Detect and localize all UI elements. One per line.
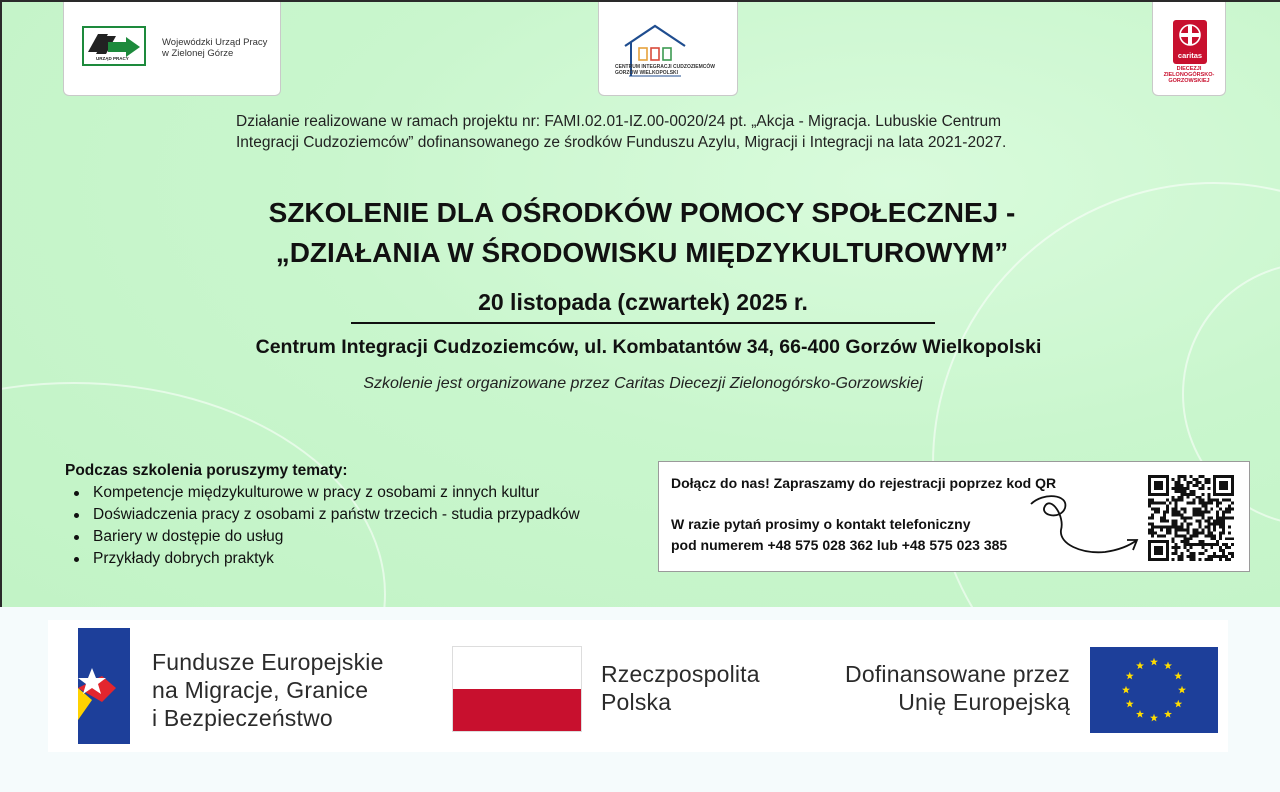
caritas-caption-line2: ZIELONOGÓRSKO- <box>1163 72 1215 78</box>
eu-funds-line1: Fundusze Europejskie <box>152 649 384 675</box>
poland-logo-text <box>601 660 760 716</box>
poland-line1: Rzeczpospolita <box>601 661 760 687</box>
caritas-caption-line3: GORZOWSKIEJ <box>1168 78 1210 84</box>
funding-footer <box>48 620 1228 752</box>
caritas-logo-card <box>1152 0 1226 96</box>
topic-item: Bariery w dostępie do usług <box>65 526 580 548</box>
eu-funds-line2: na Migracje, Granice <box>152 677 369 703</box>
caritas-name: caritas <box>1177 51 1203 60</box>
wup-logo-icon <box>82 26 146 66</box>
wup-logo-text <box>162 37 267 59</box>
training-date: 20 listopada (czwartek) 2025 r. <box>351 289 935 324</box>
organizer-note: Szkolenie jest organizowane przez Caritas Diecezji Zielonogórsko-Gorzowskiej <box>363 375 923 392</box>
caritas-caption-line1: DIECEZJI <box>1176 66 1202 72</box>
topics-heading: Podczas szkolenia poruszymy tematy: <box>65 462 348 479</box>
project-info-line1: Działanie realizowane w ramach projektu nr: FAMI.02.01-IZ.00-0020/24 pt. „Akcja - Migracja. Lubuskie Centrum <box>236 113 1002 130</box>
poland-line2: Polska <box>601 689 672 715</box>
project-info-line2: Integracji Cudzoziemców” dofinansowanego ze środków Funduszu Azylu, Migracji i Integracji na lata 2021-2027. <box>236 134 1007 151</box>
topics-list <box>65 482 580 570</box>
wup-location: w Zielonej Górze <box>162 48 234 59</box>
wup-badge-text: URZĄD PRACY <box>96 56 129 61</box>
qr-code-icon[interactable] <box>1148 475 1234 561</box>
contact-line1: W razie pytań prosimy o kontakt telefoniczny <box>671 516 971 532</box>
project-info <box>236 111 1066 153</box>
registration-invite: Dołącz do nas! Zapraszamy do rejestracji poprzez kod QR <box>671 475 1057 491</box>
eu-flag-icon <box>1090 647 1218 733</box>
polish-flag-icon <box>452 646 582 732</box>
cic-caption-line1: CENTRUM INTEGRACJI CUDZOZIEMCÓW <box>615 64 715 70</box>
training-title-line1: SZKOLENIE DLA OŚRODKÓW POMOCY SPOŁECZNEJ - <box>268 197 1016 228</box>
eu-funds-line3: i Bezpieczeństwo <box>152 705 333 731</box>
cic-caption <box>615 64 725 76</box>
wup-logo-card <box>63 0 281 96</box>
caritas-logo-icon <box>1173 20 1207 64</box>
curly-arrow-icon <box>1021 490 1141 560</box>
topic-item: Przykłady dobrych praktyk <box>65 548 580 570</box>
topic-item: Doświadczenia pracy z osobami z państw trzecich - studia przypadków <box>65 504 580 526</box>
caritas-caption <box>1153 66 1225 84</box>
training-title-line2: „DZIAŁANIA W ŚRODOWISKU MIĘDZYKULTUROWYM” <box>275 237 1009 268</box>
eu-cofunded-line2: Unię Europejską <box>898 689 1070 715</box>
eu-cofunded-line1: Dofinansowane przez <box>845 661 1070 687</box>
venue-address: Centrum Integracji Cudzoziemców, ul. Kombatantów 34, 66-400 Gorzów Wielkopolski <box>255 336 1042 358</box>
contact-line2: pod numerem +48 575 028 362 lub +48 575 023 385 <box>671 537 1008 553</box>
registration-box <box>658 461 1250 572</box>
topic-item: Kompetencje międzykulturowe w pracy z osobami z innych kultur <box>65 482 580 504</box>
cic-logo-card <box>598 0 738 96</box>
eu-funds-logo-text <box>152 648 384 732</box>
eu-funds-logo-icon <box>72 628 134 744</box>
cic-caption-line2: GORZÓW WIELKOPOLSKI <box>615 70 679 76</box>
wup-name: Wojewódzki Urząd Pracy <box>162 37 268 48</box>
eu-cofunded-text <box>826 660 1070 716</box>
